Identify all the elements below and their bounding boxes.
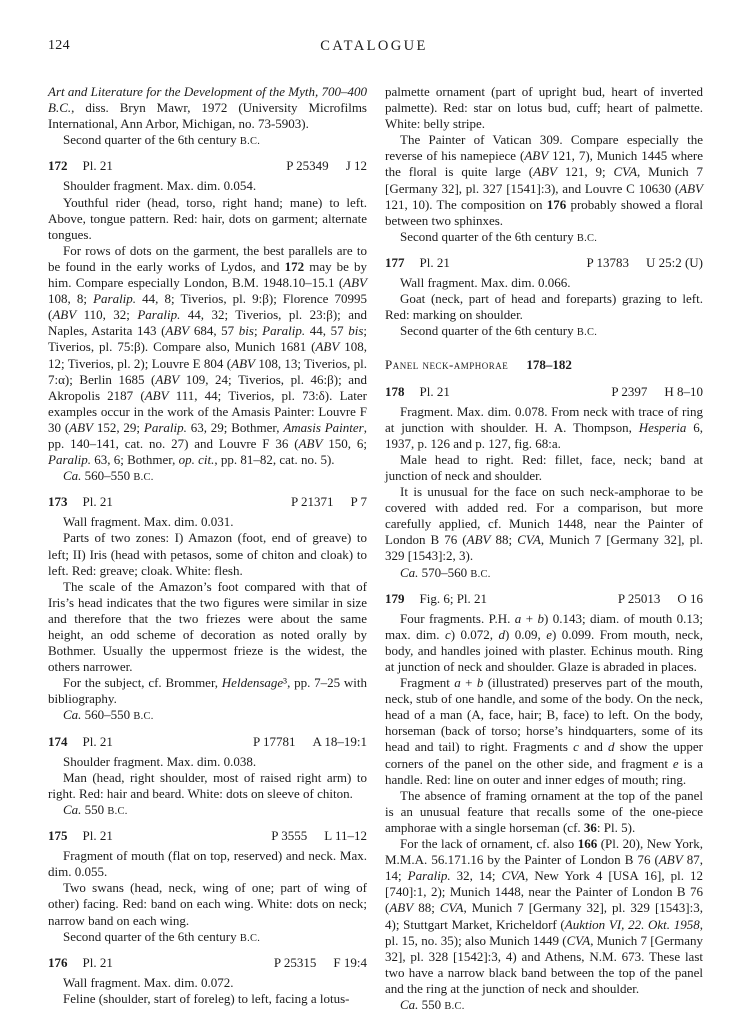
entry-grid-reference: U 25:2 (U) bbox=[645, 254, 703, 270]
running-head: CATALOGUE bbox=[320, 38, 428, 54]
entry-number: 172 bbox=[48, 158, 68, 174]
paragraph: Fragment. Max. dim. 0.078. From neck with trace of ring at junction with shoulder. H. A. Thompson, Hesperia 6, 1937, p. 126 and p. 127, fig. 68:a. bbox=[385, 403, 703, 451]
section-heading bbox=[385, 357, 703, 373]
paragraph: The scale of the Amazon’s foot compared with that of Iris’s head indicates that the two figures were similar in size and therefore that the two friezes were about the same height, an odd scheme of decoration as noted orally by Bothmer. Usually the uppermost frieze is the widest, the others narrower. bbox=[48, 578, 367, 675]
paragraph: Goat (neck, part of head and foreparts) grazing to left. Red: marking on shoulder. bbox=[385, 291, 703, 323]
entry-plate-ref: Fig. 6; Pl. 21 bbox=[419, 590, 488, 606]
entry-inventory-number: P 17781 bbox=[252, 733, 296, 749]
entry-number: 177 bbox=[385, 254, 405, 270]
page-number: 124 bbox=[48, 38, 70, 53]
entry-inventory-number: P 3555 bbox=[271, 828, 308, 844]
paragraph: The absence of framing ornament at the top of the panel is an unusual feature that recalls some of the one-piece amphorae with a single horseman (cf. 36: Pl. 5). bbox=[385, 787, 703, 835]
entry-grid-reference: L 11–12 bbox=[324, 828, 367, 844]
entry-plate-ref: Pl. 21 bbox=[82, 158, 113, 174]
paragraph: For rows of dots on the garment, the best parallels are to be found in the early works of Lydos, and 172 may be by him. Compare especially London, B.M. 1948.10–15.1 (ABV 108, 8; Paralip. 44, 8; Tiverios, pl. 9:β); Florence 70995 (ABV 110, 32; Paralip. 44, 32; Tiverios, pl. 23:β); and Naples, Astarita 143 (ABV 684, 57 bis; Paralip. 44, 57 bis; Tiverios, pl. 75:β). Compare also, Munich 1681 (ABV 108, 12; Tiverios, pl. 2); Louvre E 804 (ABV 108, 13; Tiverios, pl. 7:α); Berlin 1685 (ABV 109, 24; Tiverios, pl. 46:β); and Akropolis 2187 (ABV 111, 44; Tiverios, pl. 73:δ). Later examples occur in the work of the Amasis Painter: Louvre F 30 (ABV 152, 29; Paralip. 63, 29; Bothmer, Amasis Painter, pp. 140–141, cat. no. 27) and Louvre F 36 (ABV 150, 6; Paralip. 63, 6; Bothmer, op. cit., pp. 81–82, cat. no. 5). bbox=[48, 242, 368, 468]
catalogue-entry-header bbox=[385, 255, 703, 271]
section-title: Panel neck-amphorae bbox=[385, 357, 509, 373]
entry-inventory-number: P 25349 bbox=[286, 158, 329, 174]
paragraph: Ca. 560–550 B.C. bbox=[63, 468, 154, 484]
entry-grid-reference: P 7 bbox=[350, 494, 367, 510]
entry-plate-ref: Pl. 21 bbox=[419, 254, 450, 270]
entry-number: 178 bbox=[385, 383, 405, 399]
entry-inventory-number: P 25315 bbox=[273, 954, 317, 970]
paragraph: Ca. 550 B.C. bbox=[400, 996, 465, 1012]
entry-number: 175 bbox=[48, 828, 68, 844]
entry-grid-reference: A 18–19:1 bbox=[312, 733, 367, 749]
paragraph: Fragment of mouth (flat on top, reserved) and neck. Max. dim. 0.055. bbox=[48, 848, 367, 880]
left-text-column bbox=[48, 84, 367, 1007]
paragraph: Second quarter of the 6th century B.C. bbox=[63, 928, 261, 944]
entry-number: 173 bbox=[48, 494, 68, 510]
paragraph: Four fragments. P.H. a + b) 0.143; diam. of mouth 0.13; max. dim. c) 0.072, d) 0.09, e) 0.099. From mouth, neck, body, and handles joined with plaster. Echinus mouth. Ring at junction of neck and shoulder. Glaze is abraded in places. bbox=[385, 610, 703, 674]
catalogue-entry-header bbox=[385, 384, 703, 400]
catalogue-entry-header bbox=[48, 955, 367, 971]
entry-plate-ref: Pl. 21 bbox=[82, 494, 113, 510]
paragraph: Ca. 570–560 B.C. bbox=[400, 564, 491, 580]
right-text-column bbox=[385, 84, 703, 1015]
entry-inventory-number: P 13783 bbox=[586, 254, 629, 270]
paragraph: Two swans (head, neck, wing of one; part of wing of other) facing. Red: band on each wing. White: dots on neck; narrow band on each wing. bbox=[48, 880, 367, 928]
paragraph: Ca. 550 B.C. bbox=[63, 801, 128, 817]
paragraph: Ca. 560–550 B.C. bbox=[63, 707, 154, 723]
catalogue-entry-header bbox=[385, 591, 703, 607]
paragraph: Youthful rider (head, torso, right hand; mane) to left. Above, tongue pattern. Red: hair, dots on garment; alternate tongues. bbox=[48, 194, 367, 242]
entry-grid-reference: H 8–10 bbox=[664, 383, 703, 399]
paragraph: Fragment a + b (illustrated) preserves part of the mouth, neck, stub of one handle, and some of the body. On the neck, head of a man (A, face, hair; B, face) to left. On the body, horseman (back of torso; horse’s hindquarters, some of its head and tail) to right. Fragments c and d show the upper corners of the panel on the other side, and fragment e is a handle. Red: line on outer and inner edges of mouth; ring. bbox=[385, 675, 703, 787]
section-entry-range: 178–182 bbox=[526, 357, 572, 373]
entry-plate-ref: Pl. 21 bbox=[82, 733, 113, 749]
entry-grid-reference: F 19:4 bbox=[333, 954, 367, 970]
entry-plate-ref: Pl. 21 bbox=[82, 828, 113, 844]
entry-number: 176 bbox=[48, 954, 68, 970]
catalogue-entry-header bbox=[48, 494, 367, 510]
paragraph: For the lack of ornament, cf. also 166 (Pl. 20), New York, M.M.A. 56.171.16 by the Painter of London B 76 (ABV 87, 14; Paralip. 32, 14; CVA, New York 4 [USA 16], pl. 12 [740]:1, 2); Munich 1448, near the Painter of London B 76 (ABV 88; CVA, Munich 7 [Germany 32], pl. 329 [1543]:3, 4); Stuttgart Market, Kricheldorf (Auktion VI, 22. Okt. 1958, pl. 15, no. 35); also Munich 1449 (CVA, Munich 7 [Germany 32], pl. 328 [1542]:3, 4) and Athens, N.M. 673. These last two have a narrow black band between the top of the panel and the ring at the junction of neck and shoulder. bbox=[385, 836, 704, 996]
paragraph: Art and Literature for the Development of the Myth, 700–400 B.C., diss. Bryn Mawr, 1972 (University Microfilms International, Ann Arbor, Michigan, no. 73-5903). bbox=[48, 84, 367, 132]
paragraph: For the subject, cf. Brommer, Heldensage³, pp. 7–25 with bibliography. bbox=[48, 675, 368, 707]
paragraph: Second quarter of the 6th century B.C. bbox=[400, 228, 598, 244]
entry-inventory-number: P 21371 bbox=[291, 494, 334, 510]
paragraph: Feline (shoulder, start of foreleg) to left, facing a lotus- bbox=[63, 990, 350, 1006]
catalogue-entry-header bbox=[48, 734, 367, 750]
paragraph: Wall fragment. Max. dim. 0.072. bbox=[63, 974, 234, 990]
entry-grid-reference: O 16 bbox=[677, 590, 703, 606]
entry-inventory-number: P 2397 bbox=[611, 383, 648, 399]
paragraph: The Painter of Vatican 309. Compare especially the reverse of his namepiece (ABV 121, 7), Munich 1445 where the floral is quite large (ABV 121, 9; CVA, Munich 7 [Germany 32], pl. 327 [1541]:3), and Louvre C 10630 (ABV 121, 10). The composition on 176 probably showed a floral between two sphinxes. bbox=[385, 132, 704, 228]
entry-grid-reference: J 12 bbox=[345, 158, 367, 174]
paragraph: Shoulder fragment. Max. dim. 0.054. bbox=[63, 178, 257, 194]
paragraph: Male head to right. Red: fillet, face, neck; band at junction of neck and shoulder. bbox=[385, 451, 703, 483]
entry-inventory-number: P 25013 bbox=[617, 590, 661, 606]
paragraph: Second quarter of the 6th century B.C. bbox=[63, 132, 261, 148]
paragraph: Parts of two zones: I) Amazon (foot, end of greave) to left; II) Iris (head with petasos, some of chiton and cloak) to left. Red: greave; cloak. White: flesh. bbox=[48, 530, 367, 578]
entry-number: 179 bbox=[385, 590, 405, 606]
catalogue-entry-header bbox=[48, 828, 367, 844]
entry-number: 174 bbox=[48, 733, 68, 749]
paragraph: palmette ornament (part of upright bud, heart of inverted palmette). Red: star on lotus bud, cuff; heart of palmette. White: belly stripe. bbox=[385, 84, 703, 132]
catalogue-entry-header bbox=[48, 158, 367, 174]
paragraph: Shoulder fragment. Max. dim. 0.038. bbox=[63, 753, 257, 769]
entry-plate-ref: Pl. 21 bbox=[82, 954, 113, 970]
paragraph: It is unusual for the face on such neck-amphorae to be covered with added red. For a comparison, but more carefully applied, cf. Munich 1448, near the Painter of London B 76 (ABV 88; CVA, Munich 7 [Germany 32], pl. 329 [1543]:2, 3). bbox=[385, 484, 703, 564]
entry-plate-ref: Pl. 21 bbox=[419, 383, 450, 399]
paragraph: Man (head, right shoulder, most of raised right arm) to right. Red: hair and beard. White: dots on sleeve of chiton. bbox=[48, 769, 367, 801]
paragraph: Wall fragment. Max. dim. 0.066. bbox=[400, 275, 571, 291]
paragraph: Second quarter of the 6th century B.C. bbox=[400, 323, 598, 339]
paragraph: Wall fragment. Max. dim. 0.031. bbox=[63, 514, 234, 530]
